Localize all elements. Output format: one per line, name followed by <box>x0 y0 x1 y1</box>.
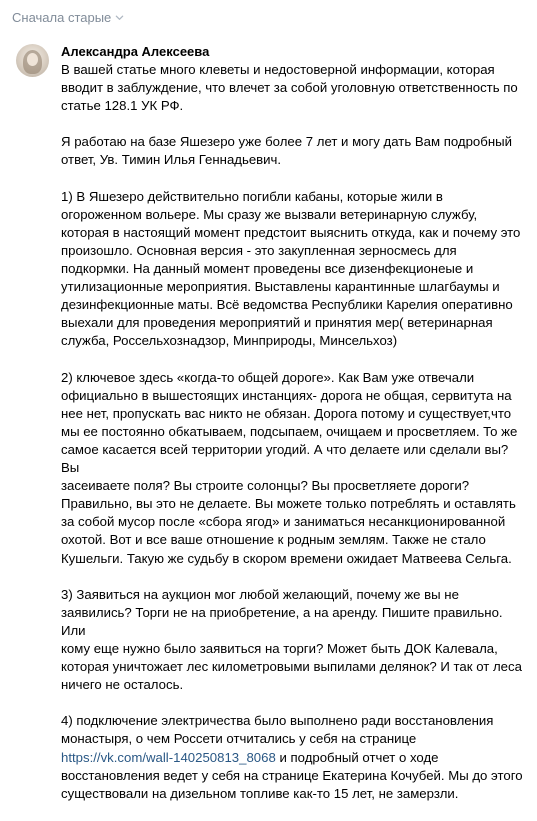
avatar[interactable] <box>16 44 49 77</box>
comment-paragraph-1: В вашей статье много клеветы и недостоверной информации, которая вводит в заблуждение, что влечет за собой уголовную ответственность по статье 128.1 УК РФ. <box>61 62 518 114</box>
comment-paragraph-4: 2) ключевое здесь «когда-то общей дороге». Как Вам уже отвечали официально в вышестоящих инстанциях- дорога не общая, сервитута на нее нет, пропускать вас никто не обязан. Дорога потому и существует,что мы ее постоянно обкатываем, подсыпаем, очищаем и просветляем. То же самое касается всей территории угодий. А что делаете или сделали вы? Вы засеиваете поля? Вы строите солонцы? Вы просветляете дороги? Правильно, вы это не делаете. Вы можете только потреблять и оставлять за собой мусор после «сбора ягод» и заниматься несанкционированной охотой. Вот и все ваше отношение к родным землям. Также не стало Кушельги. Такую же судьбу в скором времени ожидает Матвеева Сельга. <box>61 369 518 566</box>
paragraph-6-text-a: 4) подключение электричества было выполнено ради восстановления монастыря, о чем Россети отчитались у себя на странице <box>61 713 494 747</box>
sort-order-dropdown[interactable] <box>12 10 124 25</box>
sort-order-label: Сначала старые <box>12 10 112 25</box>
comment-body <box>61 44 528 821</box>
comment-paragraph-3: 1) В Яшезеро действительно погибли кабаны, которые жили в огороженном вольере. Мы сразу же вызвали ветеринарную службу, которая в настоящий момент предстоит выяснить откуда, как и почему это произошло. Основная версия - это закупленная зерносмесь для подкормки. На данный момент проведены все дизенфекционеые и утилизационные мероприятия. Выставлены карантинные шлагбаумы и дезинфекционные маты. Всё ведомства Республики Карелия оперативно выехали для проведения мероприятий и принятия мер( ветеринарная служба, Россельхознадзор, Минприроды, Минсельхоз) <box>61 188 521 349</box>
comment <box>16 44 528 821</box>
comment-paragraph-2: Я работаю на базе Яшезеро уже более 7 лет и могу дать Вам подробный ответ, Ув. Тимин Илья Геннадьевич. <box>61 134 512 168</box>
comment-paragraph-5: 3) Заявиться на аукцион мог любой желающий, почему же вы не заявились? Торги не на приобретение, а на аренду. Пишите правильно. Или кому еще нужно было заявиться на торги? Может быть ДОК Калевала, которая уничтожает лес километровыми выпилами делянок? И так от леса ничего не осталось. <box>61 586 522 693</box>
paragraph-6-text-b: и подробный отчет о ходе восстановления ведет у себя на странице Екатерина Кочубей. Мы до этого существовали на дизельном топливе как-то 15 лет, не замерзли. <box>61 749 523 801</box>
comment-author[interactable]: Александра Алексеева <box>61 44 210 59</box>
chevron-down-icon <box>115 13 124 22</box>
vk-wall-link[interactable]: https://vk.com/wall-140250813_8068 <box>61 749 276 765</box>
